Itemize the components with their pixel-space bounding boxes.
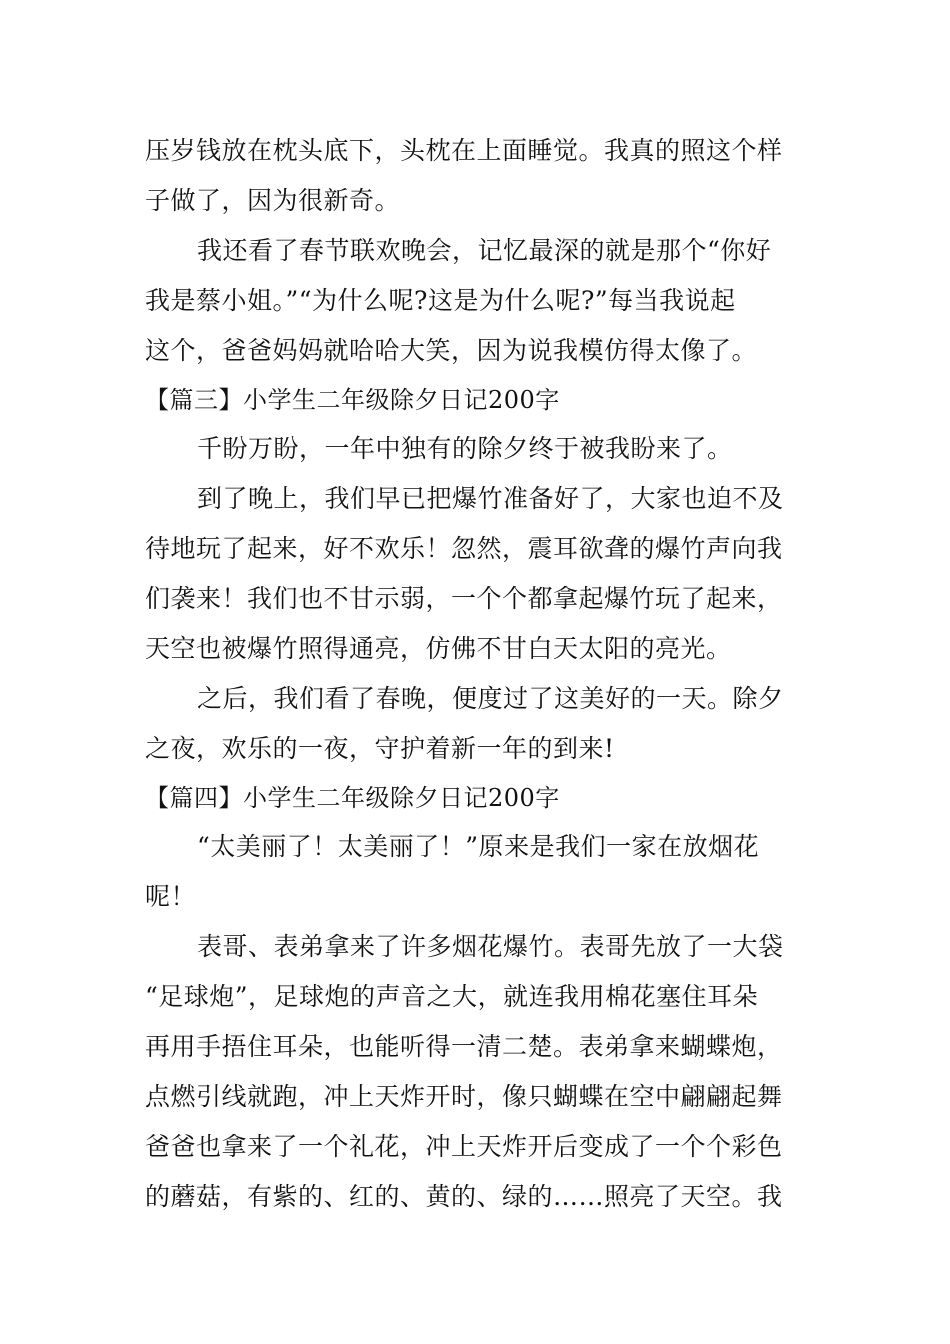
text-line: 之夜，欢乐的一夜，守护着新一年的到来!	[145, 734, 615, 763]
paragraph-start: 千盼万盼，一年中独有的除夕终于被我盼来了。	[197, 434, 733, 463]
text-line: “足球炮”，足球炮的声音之大，就连我用棉花塞住耳朵	[145, 982, 759, 1011]
text-line: 再用手捂住耳朵，也能听得一清二楚。表弟拿来蝴蝶炮，	[145, 1032, 783, 1061]
paragraph-start: 到了晚上，我们早已把爆竹准备好了，大家也迫不及	[197, 484, 784, 513]
section-heading-3: 【篇三】小学生二年级除夕日记200字	[145, 386, 560, 414]
text-line: 天空也被爆竹照得通亮，仿佛不甘白天太阳的亮光。	[145, 634, 732, 663]
text-line: 爸爸也拿来了一个礼花，冲上天炸开后变成了一个个彩色	[145, 1132, 783, 1161]
text-line: 呢！	[145, 882, 197, 911]
paragraph-start: “太美丽了！太美丽了！”原来是我们一家在放烟花	[197, 832, 760, 861]
text-line: 们袭来！我们也不甘示弱，一个个都拿起爆竹玩了起来，	[145, 584, 783, 613]
text-line: 点燃引线就跑，冲上天炸开时，像只蝴蝶在空中翩翩起舞	[145, 1082, 783, 1111]
paragraph-start: 我还看了春节联欢晚会，记忆最深的就是那个“你好	[197, 236, 772, 265]
paragraph-start: 之后，我们看了春晚，便度过了这美好的一天。除夕	[197, 684, 784, 713]
text-line: 子做了，因为很新奇。	[145, 186, 401, 215]
text-line: 的蘑菇，有紫的、红的、黄的、绿的……照亮了天空。我	[145, 1182, 783, 1211]
text-line: 压岁钱放在枕头底下，头枕在上面睡觉。我真的照这个样	[145, 136, 783, 165]
text-line: 我是蔡小姐。”“为什么呢?这是为什么呢?”每当我说起	[145, 286, 736, 315]
paragraph-start: 表哥、表弟拿来了许多烟花爆竹。表哥先放了一大袋	[197, 932, 784, 961]
text-line: 待地玩了起来，好不欢乐！忽然，震耳欲聋的爆竹声向我	[145, 534, 783, 563]
section-heading-4: 【篇四】小学生二年级除夕日记200字	[145, 784, 560, 812]
text-line: 这个，爸爸妈妈就哈哈大笑，因为说我模仿得太像了。	[145, 336, 758, 365]
